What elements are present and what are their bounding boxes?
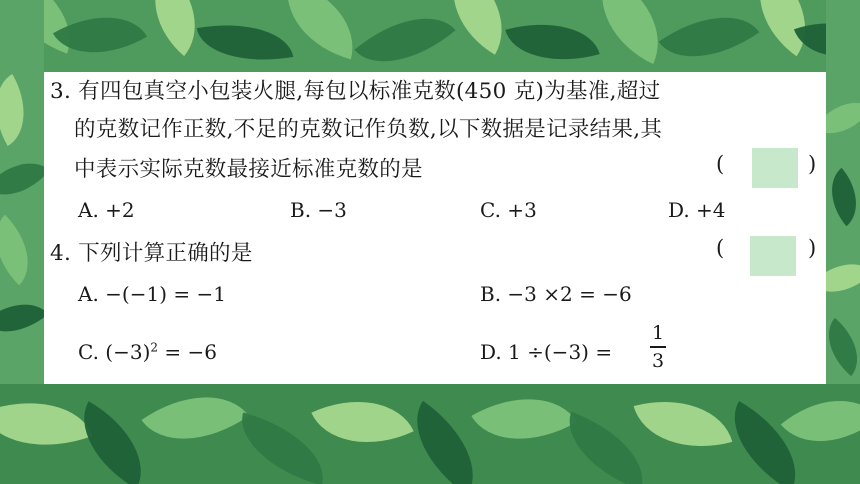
q3-stem-line2: 的克数记作正数,不足的克数记作负数,以下数据是记录结果,其	[74, 117, 663, 142]
q4-option-d[interactable]: D. 1 ÷(−3) =	[480, 340, 613, 364]
question-sheet	[44, 72, 826, 384]
q4-option-a[interactable]: A. −(−1) = −1	[78, 282, 226, 306]
q4-option-c[interactable]	[78, 340, 217, 364]
q3-option-b[interactable]: B. −3	[290, 198, 347, 222]
q3-option-d[interactable]: D. +4	[668, 198, 726, 222]
q3-paren-open: (	[716, 152, 725, 176]
q4-paren-open: (	[716, 236, 725, 260]
q3-option-a[interactable]: A. +2	[78, 198, 135, 222]
q3-option-c[interactable]: C. +3	[480, 198, 537, 222]
q4-option-c-exponent: 2	[150, 340, 159, 355]
fraction-numerator: 1	[651, 322, 665, 344]
q4-answer-box[interactable]	[750, 236, 796, 276]
leaf-border-top	[0, 0, 860, 78]
q4-option-d-fraction	[650, 324, 666, 371]
q3-paren-close: )	[808, 152, 817, 176]
q4-option-c-base: C. (−3)	[78, 340, 151, 364]
q4-stem: 4. 下列计算正确的是	[50, 241, 253, 266]
q4-option-c-result: = −6	[158, 340, 218, 364]
q3-stem-line3: 中表示实际克数最接近标准克数的是	[74, 157, 423, 182]
fraction-denominator: 3	[651, 349, 665, 372]
q3-stem-line1: 3. 有四包真空小包装火腿,每包以标准克数(450 克)为基准,超过	[50, 79, 661, 104]
fraction-bar	[650, 346, 666, 348]
leaf-border-bottom	[0, 384, 860, 484]
q4-paren-close: )	[808, 236, 817, 260]
q4-option-b[interactable]: B. −3 ×2 = −6	[480, 282, 632, 306]
q3-answer-box[interactable]	[752, 148, 798, 188]
